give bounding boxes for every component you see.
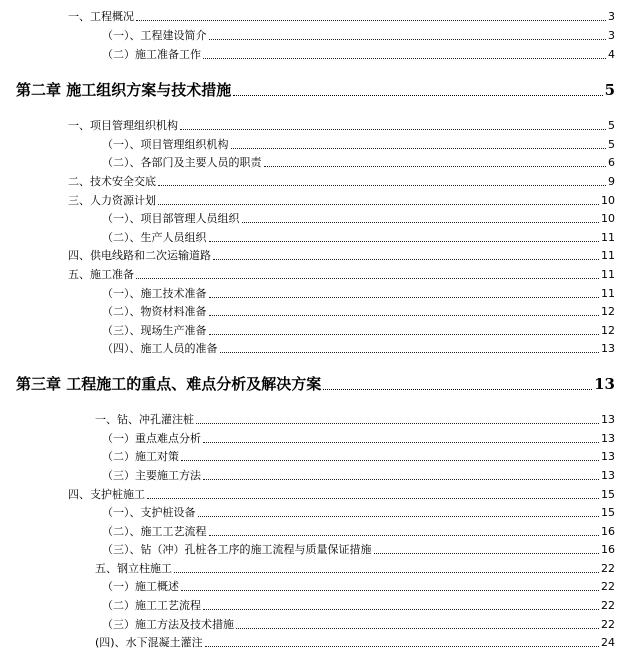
dot-leader [209,535,600,536]
toc-entry-title: 四、供电线路和二次运输道路 [68,249,211,262]
toc-entry-title: 第二章 施工组织方案与技术措施 [16,81,232,99]
toc-entry[interactable] [102,599,615,612]
toc-entry[interactable] [68,119,615,132]
toc-entry[interactable] [102,450,615,463]
toc-entry-title: (四)、水下混凝土灌注 [95,636,203,649]
toc-entry[interactable] [102,287,615,300]
toc-page-number: 3 [608,10,615,23]
toc-page-number: 11 [601,231,615,244]
dot-leader [158,185,606,186]
dot-leader [374,553,600,554]
dot-leader [203,609,599,610]
toc-entry[interactable] [68,488,615,501]
toc-entry[interactable] [102,48,615,61]
toc-page-number: 16 [601,543,615,556]
toc-entry[interactable] [102,324,615,337]
toc-entry[interactable] [102,580,615,593]
dot-leader [233,95,602,96]
toc-entry-title: （二）、生产人员组织 [102,231,207,244]
toc-page-number: 13 [601,342,615,355]
toc-entry-title: （三）施工方法及技术措施 [102,618,234,631]
toc-entry-title: 四、支护桩施工 [68,488,145,501]
toc-chapter-entry[interactable] [16,375,615,393]
toc-entry-title: （三）主要施工方法 [102,469,201,482]
toc-entry-title: 五、施工准备 [68,268,134,281]
dot-leader [242,222,600,223]
toc-entry-title: （二）施工对策 [102,450,179,463]
toc-entry-title: （一）、支护桩设备 [102,506,196,519]
dot-leader [209,334,600,335]
toc-entry[interactable] [95,562,615,575]
dot-leader [213,259,599,260]
dot-leader [203,479,599,480]
dot-leader [181,460,599,461]
toc-page-number: 10 [601,194,615,207]
toc-page-number: 5 [608,138,615,151]
toc-page-number: 24 [601,636,615,649]
toc-page-number: 22 [601,618,615,631]
dot-leader [196,423,599,424]
toc-page-number: 10 [601,212,615,225]
dot-leader [198,516,600,517]
dot-leader [209,39,607,40]
dot-leader [158,204,599,205]
dot-leader [209,315,600,316]
dot-leader [203,58,606,59]
toc-entry[interactable] [102,156,615,169]
toc-entry[interactable] [102,525,615,538]
toc-page-number: 13 [594,375,615,393]
toc-entry-title: 一、钻、冲孔灌注桩 [95,413,194,426]
toc-entry-title: （二）、施工工艺流程 [102,525,207,538]
toc-entry[interactable] [95,413,615,426]
toc-entry[interactable] [102,305,615,318]
toc-entry[interactable] [95,636,615,649]
toc-entry-title: （一）重点难点分析 [102,432,201,445]
toc-page-number: 3 [608,29,615,42]
toc-entry[interactable] [102,212,615,225]
toc-entry[interactable] [102,138,615,151]
dot-leader [136,278,599,279]
toc-entry[interactable] [68,249,615,262]
toc-entry-title: 一、工程概况 [68,10,134,23]
toc-page-number: 22 [601,599,615,612]
toc-entry-title: （一）、项目管理组织机构 [102,138,229,151]
toc-page-number: 6 [608,156,615,169]
dot-leader [180,129,606,130]
toc-page-number: 16 [601,525,615,538]
toc-entry-title: （三）、现场生产准备 [102,324,207,337]
toc-entry-title: （二）、物资材料准备 [102,305,207,318]
toc-page-number: 13 [601,469,615,482]
toc-page-number: 15 [601,506,615,519]
toc-page-number: 11 [601,249,615,262]
toc-entry-title: （一）、项目部管理人员组织 [102,212,240,225]
toc-entry-title: （一）施工概述 [102,580,179,593]
dot-leader [203,442,599,443]
dot-leader [174,572,599,573]
dot-leader [136,20,606,21]
toc-page-number: 22 [601,562,615,575]
dot-leader [209,241,600,242]
toc-entry[interactable] [102,618,615,631]
toc-page-number: 13 [601,413,615,426]
dot-leader [181,590,599,591]
toc-page-number: 4 [608,48,615,61]
toc-entry[interactable] [102,342,615,355]
toc-page-number: 13 [601,432,615,445]
dot-leader [205,646,599,647]
toc-entry-title: 一、项目管理组织机构 [68,119,178,132]
toc-chapter-entry[interactable] [16,81,615,99]
toc-page-number: 11 [601,268,615,281]
toc-entry[interactable] [68,194,615,207]
dot-leader [220,352,600,353]
toc-page-number: 11 [601,287,615,300]
dot-leader [209,297,600,298]
toc-page-number: 15 [601,488,615,501]
dot-leader [231,148,607,149]
toc-entry-title: 五、钢立柱施工 [95,562,172,575]
toc-page-number: 22 [601,580,615,593]
toc-entry-title: （二）施工工艺流程 [102,599,201,612]
toc-page-number: 12 [601,305,615,318]
toc-entry[interactable] [68,268,615,281]
toc-entry-title: （一）、工程建设简介 [102,29,207,42]
dot-leader [147,498,599,499]
toc-page-number: 5 [604,81,615,99]
toc-entry-title: 三、人力资源计划 [68,194,156,207]
toc-entry[interactable] [68,10,615,23]
toc-entry[interactable] [102,231,615,244]
toc-page-number: 5 [608,119,615,132]
toc-entry[interactable] [102,29,615,42]
toc-entry[interactable] [102,543,615,556]
dot-leader [264,166,607,167]
toc-entry[interactable] [102,469,615,482]
toc-entry-title: （三）、钻（冲）孔桩各工序的施工流程与质量保证措施 [102,543,372,556]
toc-entry-title: （二）施工准备工作 [102,48,201,61]
toc-entry-title: （四）、施工人员的准备 [102,342,218,355]
toc-page-number: 13 [601,450,615,463]
toc-page-number: 12 [601,324,615,337]
toc-entry-title: （一）、施工技术准备 [102,287,207,300]
toc-entry[interactable] [68,175,615,188]
toc-entry-title: 二、技术安全交底 [68,175,156,188]
toc-entry-title: 第三章 工程施工的重点、难点分析及解决方案 [16,375,322,393]
dot-leader [323,389,592,390]
toc-page-number: 9 [608,175,615,188]
toc-entry[interactable] [102,432,615,445]
dot-leader [236,628,599,629]
toc-entry[interactable] [102,506,615,519]
toc-entry-title: （二）、各部门及主要人员的职责 [102,156,262,169]
